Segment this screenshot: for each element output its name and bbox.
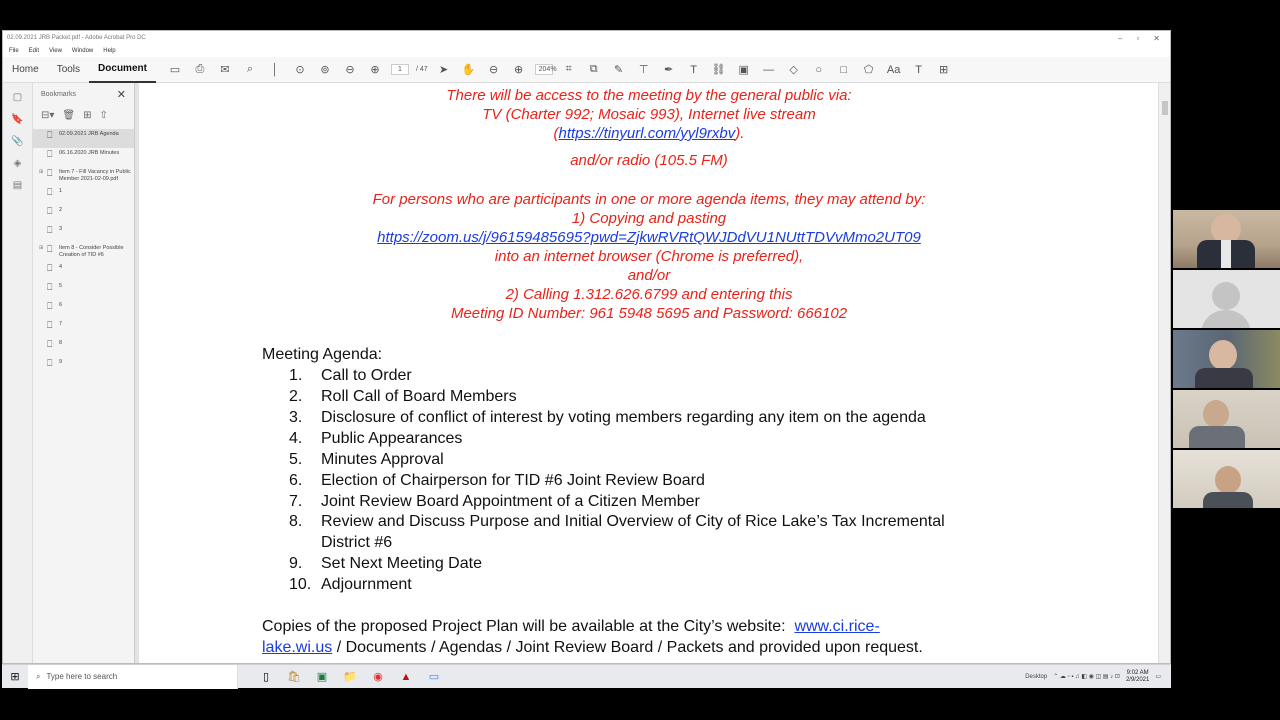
new-bookmark-icon[interactable]: ⊞ [83, 109, 92, 121]
agenda-text: Set Next Meeting Date [321, 555, 482, 572]
agenda-number: 5. [289, 451, 303, 468]
tab-home[interactable]: Home [12, 64, 39, 75]
font-size-icon[interactable]: Aa [886, 63, 901, 76]
menu-help[interactable]: Help [103, 48, 116, 54]
print-icon[interactable]: ⎙ [195, 63, 205, 75]
date: 2/9/2021 [1125, 676, 1150, 683]
radio-line: and/or radio (105.5 FM) [570, 152, 728, 169]
shirt-collar [1221, 240, 1231, 268]
agenda-item [289, 388, 517, 406]
bookmark-item[interactable] [33, 224, 134, 243]
bookmark-item[interactable] [33, 167, 134, 186]
agenda-text: Disclosure of conflict of interest by voting members regarding any item on the agenda [321, 409, 926, 426]
bookmark-label: 8 [59, 340, 63, 346]
bookmarks-toolbar [33, 105, 134, 125]
bookmark-item[interactable] [33, 186, 134, 205]
bookmark-label: 1 [59, 188, 63, 194]
scrollbar-thumb[interactable] [1162, 101, 1168, 115]
bookmark-label: 6 [59, 302, 63, 308]
video-tile-5[interactable] [1173, 450, 1280, 508]
search-icon[interactable]: ⌕ [246, 63, 254, 75]
layers-icon[interactable]: ◈ [13, 158, 22, 169]
bookmarks-panel [33, 83, 135, 663]
agenda-number: 10. [289, 576, 312, 593]
minimize-icon[interactable]: – [1118, 33, 1123, 43]
video-tile-2[interactable] [1173, 270, 1280, 328]
edit-icon[interactable]: ✎ [614, 64, 624, 76]
bookmark-icon: ⎕ [47, 244, 53, 254]
bookmark-icon: ⎕ [47, 130, 53, 140]
bookmark-item[interactable] [33, 243, 134, 262]
agenda-number: 9. [289, 555, 303, 572]
back-icon[interactable]: ⊖ [345, 64, 355, 76]
task-view-icon[interactable]: ▯ [262, 670, 270, 683]
line-icon[interactable]: — [763, 63, 775, 76]
agenda-title: Meeting Agenda: [262, 346, 383, 363]
page-thumbnails-icon[interactable]: ▢ [12, 92, 23, 103]
copy-icon[interactable]: ⧉ [589, 63, 598, 75]
zoom-level-select[interactable]: 204% [535, 64, 553, 75]
agenda-item [289, 493, 700, 511]
bookmark-label: 5 [59, 283, 63, 289]
bookmark-icon: ⎕ [47, 168, 53, 178]
footer-text-1: Copies of the proposed Project Plan will be available at the City’s website: [262, 618, 786, 635]
menu-window[interactable]: Window [71, 48, 94, 54]
bookmark-item[interactable] [33, 281, 134, 300]
bookmark-item[interactable] [33, 129, 134, 148]
agenda-number: 6. [289, 472, 303, 489]
bookmark-icon: ⎕ [47, 187, 53, 197]
meeting-id-line: Meeting ID Number: 961 5948 5695 and Password: 666102 [450, 305, 848, 322]
select-tool-icon[interactable]: ➤ [439, 64, 449, 76]
bookmark-icon: ⎕ [47, 320, 53, 330]
window-controls [1118, 34, 1170, 43]
agenda-item [289, 472, 705, 490]
bookmark-icon: ⎕ [47, 358, 53, 368]
more-tools-icon[interactable]: ⊞ [939, 64, 949, 76]
page-total: / 47 [415, 66, 428, 73]
bookmarks-list [33, 129, 134, 376]
link-icon[interactable]: ⛓ [711, 64, 726, 76]
bookmark-item[interactable] [33, 148, 134, 167]
taskbar-search[interactable] [28, 665, 238, 689]
maximize-icon[interactable]: ▫ [1136, 33, 1140, 43]
footer-text-2: / Documents / Agendas / Joint Review Board / Packets and provided upon request. [332, 639, 923, 656]
participants-line: For persons who are participants in one or more agenda items, they may attend by: [372, 191, 926, 208]
crop-icon[interactable]: ⌗ [565, 63, 572, 75]
page-number-input[interactable]: 1 [391, 64, 409, 75]
browser-line: into an internet browser (Chrome is preferred), [494, 248, 804, 265]
system-tray [1025, 670, 1171, 684]
agenda-item [289, 555, 482, 573]
search-icon: ⌕ [36, 671, 41, 681]
bookmark-label: 02.09.2021 JRB Agenda [59, 131, 119, 137]
bookmark-label: 2 [59, 207, 63, 213]
vertical-scrollbar[interactable] [1158, 83, 1170, 663]
bookmark-icon: ⎕ [47, 263, 53, 273]
time: 9:02 AM [1126, 669, 1149, 676]
bookmarks-title: Bookmarks [41, 90, 77, 98]
agenda-item [289, 451, 444, 469]
bookmark-item[interactable] [33, 205, 134, 224]
save-icon[interactable]: ▭ [169, 64, 181, 76]
avatar-placeholder-icon [1212, 282, 1240, 310]
tags-icon[interactable]: ▤ [12, 180, 23, 191]
tag-bookmark-icon[interactable]: ⇧ [99, 109, 108, 121]
store-icon[interactable]: 🛍 [287, 670, 301, 683]
note-icon[interactable]: ▣ [738, 64, 749, 76]
agenda-number: 8. [289, 513, 303, 530]
bookmark-icon: ⎕ [47, 225, 53, 235]
bookmark-item[interactable] [33, 262, 134, 281]
livestream-link[interactable]: https://tinyurl.com/yyl9rxbv [558, 125, 736, 142]
notifications-icon[interactable]: ▭ [1155, 674, 1161, 680]
bookmark-icon: ⎕ [47, 301, 53, 311]
participant-body [1189, 426, 1245, 448]
menu-file[interactable]: File [9, 48, 19, 54]
window-title: 02.09.2021 JRB Packet.pdf - Adobe Acrobat Pro DC [7, 35, 146, 41]
acrobat-icon[interactable]: ▲ [400, 670, 412, 683]
agenda-text: Adjournment [321, 576, 412, 593]
tray-icons[interactable]: ⌃ ☁ ▫ ▪ ♫ ◧ ◉ ◫ ▤ ♪ ⊡ [1053, 674, 1120, 680]
participant-head [1215, 466, 1241, 494]
acrobat-window [2, 30, 1171, 664]
tab-bar [3, 57, 1170, 83]
tab-tools[interactable]: Tools [56, 64, 81, 75]
attachments-icon[interactable]: 📎 [11, 136, 24, 147]
bookmark-label: Item 8 - Consider Possible Creation of TID #6 [59, 245, 124, 258]
zoom-in-icon[interactable]: ⊕ [514, 64, 524, 76]
agenda-item [289, 430, 462, 448]
option-1-line: 1) Copying and pasting [571, 210, 727, 227]
participant-head [1203, 400, 1229, 428]
tab-document[interactable]: Document [89, 57, 156, 83]
pen-icon[interactable]: ✒ [664, 64, 674, 76]
tag-icon[interactable]: ◇ [789, 64, 798, 76]
bookmark-label: 3 [59, 226, 63, 232]
bookmark-label: 06.16.2020 JRB Minutes [59, 150, 120, 156]
taskbar [2, 664, 1171, 688]
bookmark-item[interactable] [33, 300, 134, 319]
access-line-1: There will be access to the meeting by the general public via: [446, 87, 852, 104]
bookmark-icon: ⎕ [47, 339, 53, 349]
bookmark-label: 4 [59, 264, 63, 270]
bookmark-item[interactable] [33, 319, 134, 338]
agenda-number: 3. [289, 409, 303, 426]
agenda-item [289, 367, 412, 385]
access-line-2: TV (Charter 992; Mosaic 993), Internet live stream [482, 106, 816, 123]
agenda-number: 7. [289, 493, 303, 510]
website-link-part-1[interactable]: www.ci.rice- [794, 618, 880, 635]
email-icon[interactable]: ✉ [220, 64, 230, 76]
agenda-number: 4. [289, 430, 303, 447]
agenda-text: Call to Order [321, 367, 412, 384]
rectangle-icon[interactable]: □ [840, 63, 847, 76]
windows-start-icon[interactable]: ⊞ [10, 671, 20, 683]
agenda-text: Review and Discuss Purpose and Initial Overview of City of Rice Lake’s Tax Incremental [321, 513, 945, 530]
agenda-text: Public Appearances [321, 430, 463, 447]
expand-arrow-icon[interactable]: ⊞ [39, 245, 44, 251]
agenda-item [289, 513, 945, 531]
zoom-link-line [139, 229, 1158, 246]
agenda-text: Minutes Approval [321, 451, 444, 468]
bookmark-label: Item 7 - Fill Vacancy in Public Member 2021-02-09.pdf [59, 169, 131, 182]
clock[interactable] [1126, 670, 1149, 684]
fill-icon[interactable]: ⬠ [863, 64, 874, 76]
participant-body [1195, 368, 1253, 388]
forward-icon[interactable]: ⊕ [370, 64, 380, 76]
separator: │ [271, 63, 279, 76]
desktop-label[interactable]: Desktop [1025, 673, 1048, 680]
menu-bar [3, 45, 1170, 57]
agenda-text: Roll Call of Board Members [321, 388, 517, 405]
agenda-item [289, 576, 412, 594]
footer-line-2 [262, 639, 923, 657]
zoom-link[interactable]: https://zoom.us/j/96159485695?pwd=ZjkwRVRtQWJDdVU1NUttTDVvMmo2UT09 [377, 229, 921, 246]
options-icon[interactable]: ⊟▾ [41, 109, 55, 121]
bookmarks-icon[interactable]: 🔖 [11, 114, 24, 125]
video-tile-1[interactable] [1173, 210, 1280, 268]
website-link-part-2[interactable]: lake.wi.us [262, 639, 333, 656]
bookmark-label: 7 [59, 321, 63, 327]
title-bar [3, 31, 1170, 45]
menu-view[interactable]: View [49, 48, 62, 54]
andor-line: and/or [627, 267, 671, 284]
paren-close: ). [735, 125, 745, 142]
main-toolbar [166, 63, 953, 76]
participant-head [1209, 340, 1237, 370]
zoom-out-icon[interactable]: ⊖ [489, 64, 499, 76]
bookmark-icon: ⎕ [47, 149, 53, 159]
circle-icon[interactable]: ○ [815, 63, 822, 76]
hand-tool-icon[interactable]: ✋ [461, 64, 476, 76]
delete-icon[interactable]: 🗑 [62, 109, 76, 121]
text-icon[interactable]: T [690, 63, 697, 76]
page-up-icon[interactable]: ⊙ [295, 64, 305, 76]
bookmarks-header [33, 83, 134, 105]
bookmark-icon: ⎕ [47, 282, 53, 292]
agenda-number: 1. [289, 367, 303, 384]
text-box-icon[interactable]: T [915, 63, 922, 76]
footer-line-1 [262, 618, 880, 636]
video-tile-4[interactable] [1173, 390, 1280, 448]
menu-edit[interactable]: Edit [28, 48, 40, 54]
agenda-item [289, 409, 926, 427]
file-explorer-icon[interactable]: 📁 [343, 670, 357, 683]
paren-open: ( [553, 125, 559, 142]
bookmark-item[interactable] [33, 338, 134, 357]
stamp-icon[interactable]: ⊤ [638, 64, 649, 76]
agenda-text: Election of Chairperson for TID #6 Joint Review Board [321, 472, 705, 489]
agenda-number: 2. [289, 388, 303, 405]
taskbar-apps [258, 669, 442, 685]
agenda-number [289, 534, 321, 552]
bookmark-item[interactable] [33, 357, 134, 376]
navigation-rail [3, 83, 33, 663]
participant-body [1203, 492, 1253, 508]
video-tile-3[interactable] [1173, 330, 1280, 388]
bookmark-label: 9 [59, 359, 63, 365]
option-2-line: 2) Calling 1.312.626.6799 and entering this [505, 286, 793, 303]
page-down-icon[interactable]: ⊚ [320, 64, 330, 76]
search-placeholder: Type here to search [46, 672, 118, 681]
close-panel-icon[interactable]: ✕ [116, 88, 126, 101]
avatar-placeholder-body [1201, 310, 1251, 328]
chrome-icon[interactable]: ◉ [373, 670, 383, 683]
bookmark-icon: ⎕ [47, 206, 53, 216]
expand-arrow-icon[interactable]: ⊞ [39, 169, 44, 175]
close-icon[interactable]: ✕ [1153, 33, 1160, 43]
document-page [139, 83, 1158, 663]
excel-icon[interactable]: ▣ [316, 670, 328, 683]
agenda-text: District #6 [321, 534, 393, 551]
access-link-line [139, 125, 1158, 142]
agenda-item [289, 534, 392, 552]
agenda-text: Joint Review Board Appointment of a Citizen Member [321, 493, 700, 510]
zoom-app-icon[interactable]: ▭ [428, 670, 440, 683]
